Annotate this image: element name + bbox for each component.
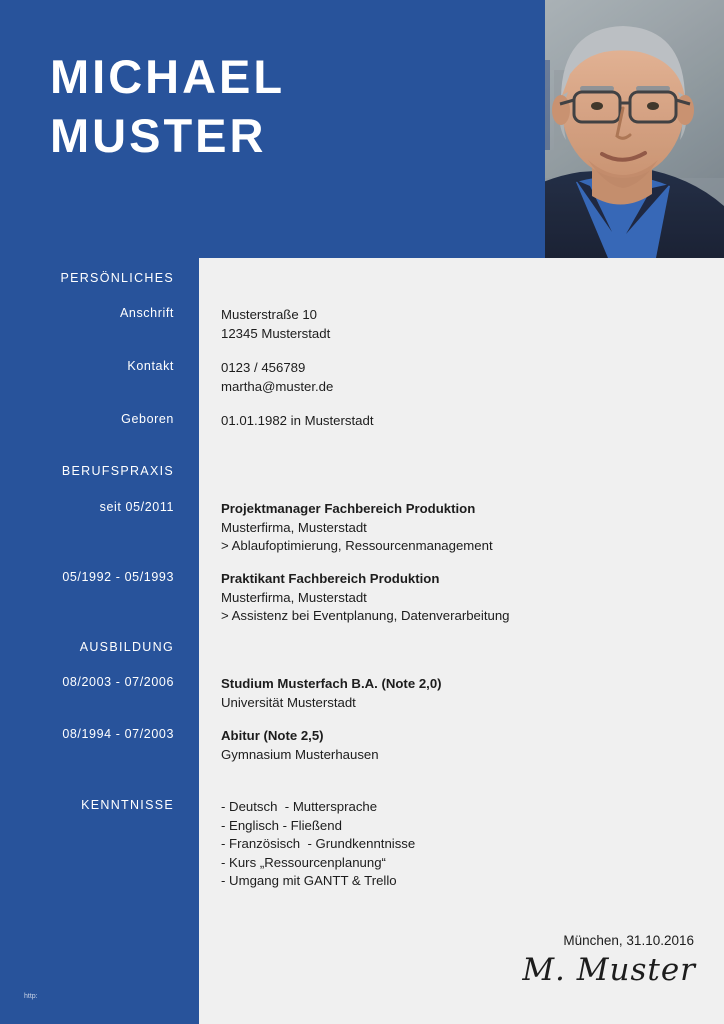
row-content-geboren	[221, 412, 374, 431]
url-stub: http:	[24, 993, 38, 1000]
institution: Gymnasium Musterhausen	[221, 746, 379, 762]
section-label-personal: PERSÖNLICHES	[60, 271, 174, 285]
degree-title: Studium Musterfach B.A. (Note 2,0)	[221, 676, 442, 691]
row-content-experience-1	[221, 500, 493, 556]
row-content-kontakt	[221, 359, 333, 396]
employer: Musterfirma, Musterstadt	[221, 519, 367, 535]
degree-title: Abitur (Note 2,5)	[221, 728, 324, 743]
employer: Musterfirma, Musterstadt	[221, 589, 367, 605]
signature: M. Muster	[522, 952, 696, 988]
text-line: 01.01.1982 in Musterstadt	[221, 413, 374, 428]
skill-item: - Französisch - Grundkenntnisse	[221, 836, 416, 851]
text-line: 12345 Musterstadt	[221, 325, 331, 341]
row-label-education-1: 08/2003 - 07/2006	[62, 675, 174, 689]
row-label-experience-1: seit 05/2011	[99, 500, 174, 514]
row-content-skills	[221, 798, 415, 891]
last-name: MUSTER	[50, 108, 267, 162]
row-label-kontakt: Kontakt	[127, 359, 174, 373]
city-and-date: München, 31.10.2016	[563, 933, 694, 948]
row-content-experience-2	[221, 570, 509, 626]
skill-item: - Umgang mit GANTT & Trello	[221, 873, 397, 888]
section-label-experience: BERUFSPRAXIS	[61, 464, 174, 478]
phone-number: 0123 / 456789	[221, 360, 306, 375]
email-address: martha@muster.de	[221, 378, 334, 394]
row-label-geboren: Geboren	[121, 412, 174, 426]
page-title	[50, 52, 285, 162]
row-label-anschrift: Anschrift	[119, 306, 174, 320]
row-label-education-2: 08/1994 - 07/2003	[62, 727, 174, 741]
institution: Universität Musterstadt	[221, 694, 356, 710]
job-title: Projektmanager Fachbereich Produktion	[221, 501, 476, 516]
text-line: Musterstraße 10	[221, 307, 318, 322]
section-label-skills: KENNTNISSE	[81, 798, 174, 812]
skill-item: - Kurs „Ressourcenplanung“	[221, 854, 386, 870]
row-content-anschrift	[221, 306, 330, 343]
row-content-education-2	[221, 727, 379, 764]
job-detail: > Ablaufoptimierung, Ressourcenmanagement	[221, 538, 493, 553]
first-name: MICHAEL	[50, 50, 286, 103]
skill-item: - Deutsch - Muttersprache	[221, 799, 378, 814]
skill-item: - Englisch - Fließend	[221, 817, 342, 833]
section-label-education: AUSBILDUNG	[79, 640, 174, 654]
row-label-experience-2: 05/1992 - 05/1993	[62, 570, 174, 584]
row-content-education-1	[221, 675, 442, 712]
job-detail: > Assistenz bei Eventplanung, Datenverarbeitung	[221, 608, 510, 623]
job-title: Praktikant Fachbereich Produktion	[221, 571, 440, 586]
